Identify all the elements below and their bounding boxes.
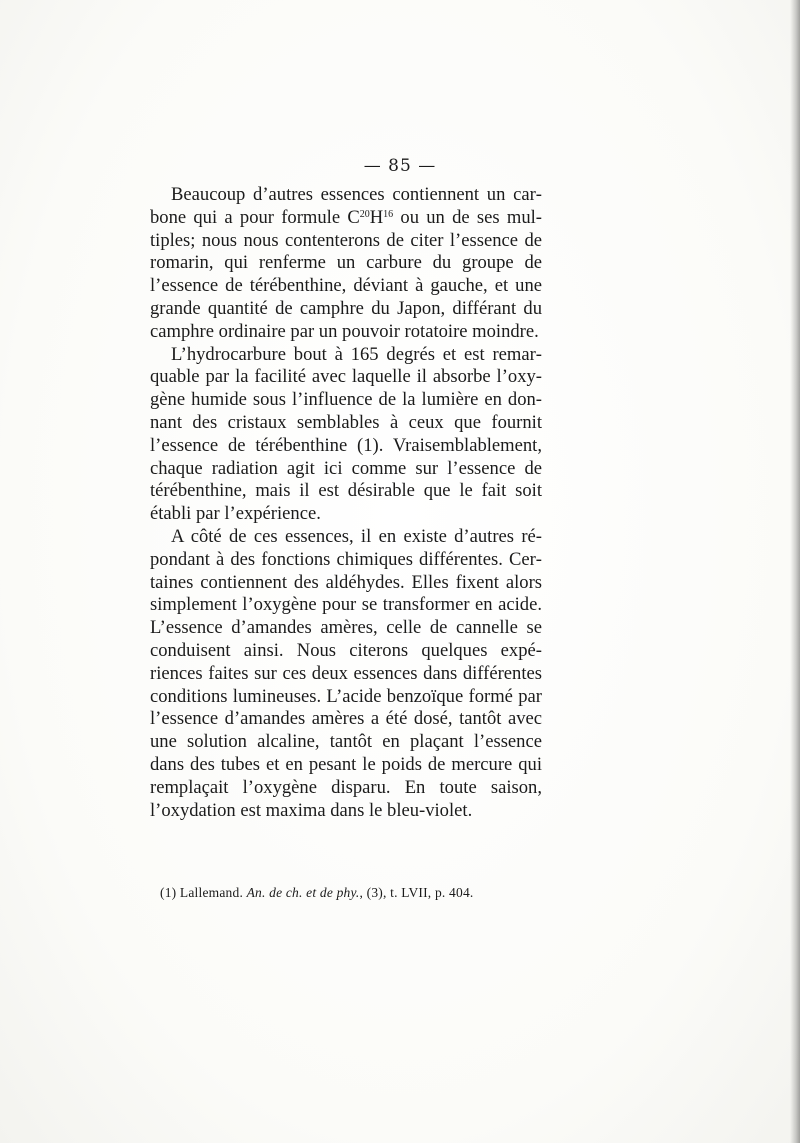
paragraph-1-end: ou un de ses multiples; nous nous contenterons de citer l’essence de romarin, qui renferme un carbure du groupe de l’essence de térébenthine, déviant à gauche, et une grande quantité de camphre du Japon, différant du camphre ordinaire par un pouvoir rotatoire moindre.	[150, 206, 542, 342]
footnote-reference: , (3), t. LVII, p. 404.	[359, 885, 474, 900]
footnote-author: Lallemand.	[176, 885, 247, 900]
paragraph-1	[150, 184, 542, 344]
body-text	[150, 184, 542, 822]
paragraph-3: A côté de ces essences, il en existe d’autres répondant à des fonctions chimiques différentes. Certaines contiennent des aldéhydes. Elles fixent alors simplement l’oxygène pour se transformer en acide. L’essence d’amandes amères, celle de cannelle se conduisent ainsi. Nous citerons quelques expériences faites sur ces deux essences dans différentes conditions lumineuses. L’acide benzoïque formé par l’essence d’amandes amères a été dosé, tantôt avec une solution alcaline, tantôt en plaçant l’essence dans des tubes et en pesant le poids de mercure qui remplaçait l’oxygène disparu. En toute saison, l’oxydation est maxima dans le bleu-violet.	[150, 525, 542, 821]
page-edge-shadow	[790, 0, 800, 1143]
footnote	[160, 885, 560, 901]
paragraph-1-start: Beaucoup d’autres essences contiennent un carbone qui a pour formule C	[150, 184, 542, 228]
footnote-journal: An. de ch. et de phy.	[246, 885, 360, 900]
formula-superscript-hydrogen: 16	[383, 208, 394, 220]
paragraph-2: L’hydrocarbure bout à 165 degrés et est remarquable par la facilité avec laquelle il absorbe l’oxygène humide sous l’influence de la lumière en donnant des cristaux semblables à ceux que fournit l’essence de térébenthine (1). Vraisemblablement, chaque radiation agit ici comme sur l’essence de térébenthine, mais il est désirable que le fait soit établi par l’expérience.	[150, 343, 542, 525]
footnote-mark: (1)	[160, 885, 177, 900]
formula-hydrogen: H	[369, 206, 384, 228]
page-number: — 85 —	[363, 156, 437, 176]
formula-superscript-carbon: 20	[359, 208, 370, 220]
